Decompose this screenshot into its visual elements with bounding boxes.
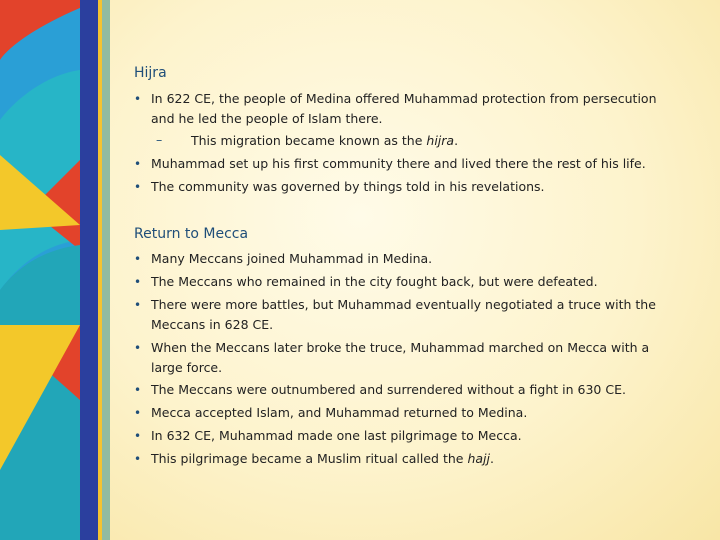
- list-item: • The Meccans were outnumbered and surrendered without a fight in 630 CE.: [134, 380, 664, 400]
- bullet-icon: •: [134, 341, 142, 355]
- list-item: • When the Meccans later broke the truce, Muhammad marched on Mecca with a large force.: [134, 340, 650, 375]
- decorative-left-band: [0, 0, 110, 540]
- list-item: • There were more battles, but Muhammad eventually negotiated a truce with the Meccans in 628 CE.: [134, 297, 656, 332]
- list-item: • This pilgrimage became a Muslim ritual called the hajj.: [134, 449, 664, 469]
- list-item: • In 632 CE, Muhammad made one last pilgrimage to Mecca.: [134, 426, 664, 446]
- list-item: • Mecca accepted Islam, and Muhammad returned to Medina.: [134, 403, 664, 423]
- bullet-icon: •: [134, 92, 142, 106]
- section-heading-return-to-mecca: Return to Mecca: [134, 226, 249, 242]
- bullet-icon: •: [134, 180, 142, 194]
- section-heading-hijra: Hijra: [134, 65, 167, 81]
- bullet-icon: •: [134, 252, 142, 266]
- list-item: • In 622 CE, the people of Medina offered Muhammad protection from persecution and he led the people of Islam there.: [134, 91, 657, 126]
- bullet-icon: •: [134, 298, 142, 312]
- bullet-icon: •: [134, 383, 142, 397]
- bullet-icon: •: [134, 452, 142, 466]
- bullet-icon: •: [134, 406, 142, 420]
- list-item: • Muhammad set up his first community there and lived there the rest of his life.: [134, 154, 664, 174]
- bullet-icon: •: [134, 429, 142, 443]
- dash-icon: –: [156, 132, 163, 147]
- list-item: • Many Meccans joined Muhammad in Medina.: [134, 249, 664, 269]
- list-item: • The community was governed by things told in his revelations.: [134, 177, 664, 197]
- bullet-icon: •: [134, 275, 142, 289]
- sub-list-item: – This migration became known as the hijra.: [156, 132, 459, 148]
- bullet-icon: •: [134, 157, 142, 171]
- list-item: • The Meccans who remained in the city fought back, but were defeated.: [134, 272, 664, 292]
